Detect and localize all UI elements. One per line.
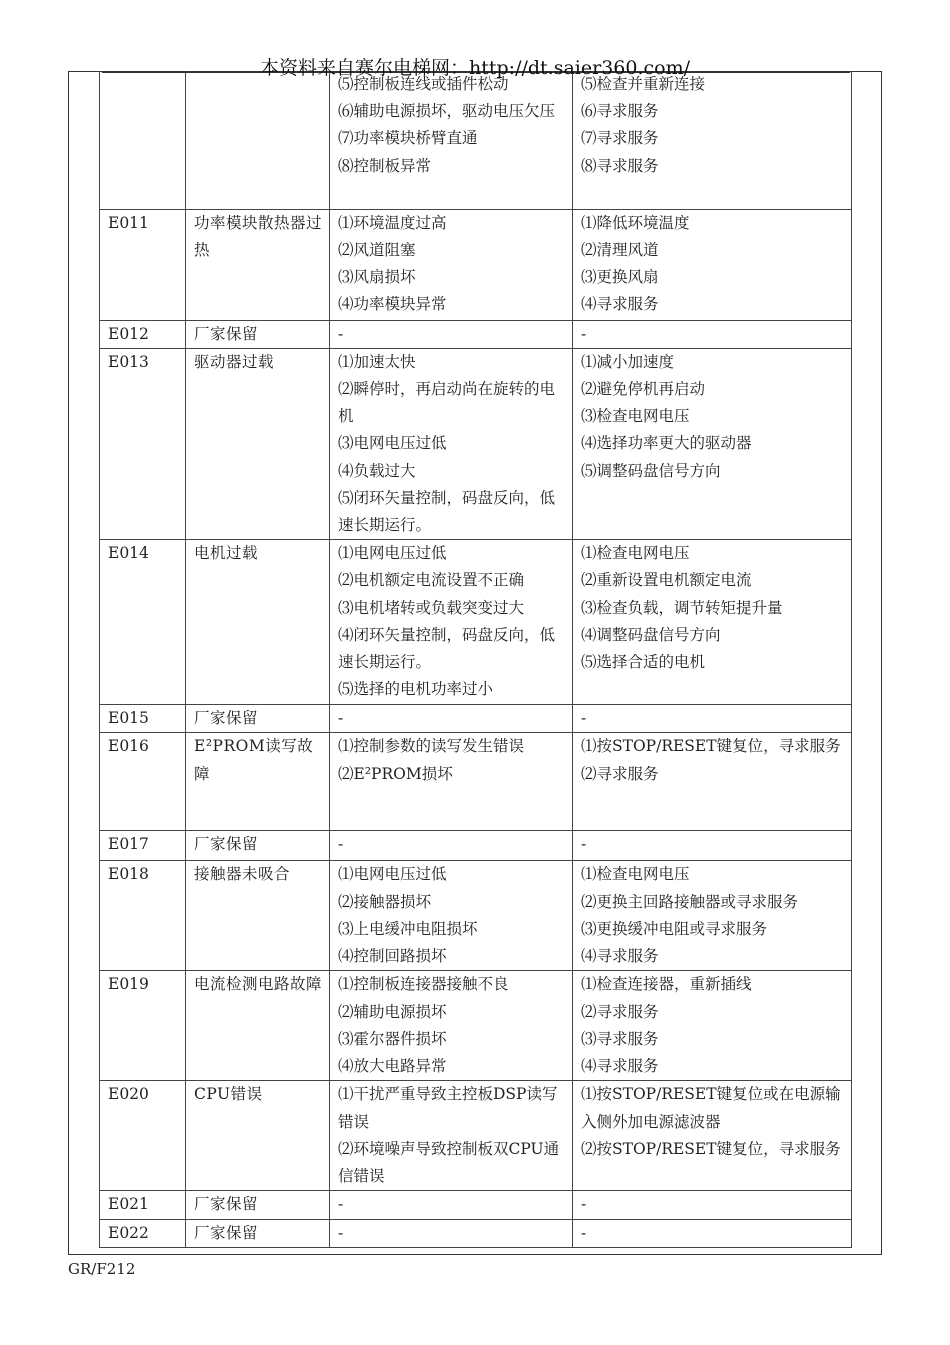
cause-line: ⑷功率模块异常 bbox=[338, 295, 447, 314]
fault-cause-cell bbox=[330, 733, 573, 831]
fault-solution-cell bbox=[573, 320, 852, 348]
fault-cause-cell bbox=[330, 71, 573, 209]
solution-line: ⑺寻求服务 bbox=[581, 129, 659, 148]
cause-line: ⑶风扇损坏 bbox=[338, 267, 416, 286]
cause-line: ⑷负载过大 bbox=[338, 461, 416, 480]
cause-line: ⑴干扰严重导致主控板DSP读写错误 bbox=[338, 1085, 558, 1131]
solution-line: ⑸调整码盘信号方向 bbox=[581, 461, 721, 480]
fault-cause-cell bbox=[330, 831, 573, 861]
solution-line: ⑵清理风道 bbox=[581, 240, 659, 259]
solution-line: ⑷寻求服务 bbox=[581, 946, 659, 965]
solution-line: ⑷调整码盘信号方向 bbox=[581, 625, 721, 644]
table-row bbox=[100, 320, 852, 348]
fault-name-cell: CPU错误 bbox=[186, 1081, 330, 1191]
solution-line: ⑶检查电网电压 bbox=[581, 407, 690, 426]
table-row bbox=[100, 71, 852, 209]
fault-solution-cell bbox=[573, 1081, 852, 1191]
cause-line: ⑹辅助电源损坏，驱动电压欠压 bbox=[338, 102, 556, 121]
cause-line: ⑵环境噪声导致控制板双CPU通信错误 bbox=[338, 1139, 560, 1185]
solution-line: - bbox=[581, 709, 587, 728]
fault-name-cell bbox=[186, 71, 330, 209]
fault-code-cell: E013 bbox=[100, 348, 186, 539]
cause-line: ⑵接触器损坏 bbox=[338, 892, 432, 911]
solution-line: ⑴减小加速度 bbox=[581, 352, 675, 371]
fault-solution-cell bbox=[573, 1219, 852, 1247]
fault-code-cell: E015 bbox=[100, 705, 186, 733]
fault-code-cell: E017 bbox=[100, 831, 186, 861]
table-row bbox=[100, 705, 852, 733]
fault-solution-cell bbox=[573, 831, 852, 861]
solution-line: ⑷寻求服务 bbox=[581, 1056, 659, 1075]
solution-line: ⑶更换缓冲电阻或寻求服务 bbox=[581, 919, 768, 938]
fault-name-cell: 厂家保留 bbox=[186, 831, 330, 861]
cause-line: ⑸控制板连线或插件松动 bbox=[338, 75, 509, 93]
solution-line: ⑶检查负载，调节转矩提升量 bbox=[581, 598, 783, 617]
cause-line: ⑴电网电压过低 bbox=[338, 865, 447, 884]
table-row bbox=[100, 209, 852, 320]
fault-cause-cell bbox=[330, 1081, 573, 1191]
solution-line: ⑴检查电网电压 bbox=[581, 544, 690, 563]
solution-line: ⑵按STOP/RESET键复位，寻求服务 bbox=[581, 1139, 841, 1158]
cause-line: ⑵辅助电源损坏 bbox=[338, 1002, 447, 1021]
fault-solution-cell bbox=[573, 971, 852, 1081]
fault-name-cell: 厂家保留 bbox=[186, 1191, 330, 1219]
cause-line: ⑵风道阻塞 bbox=[338, 240, 416, 259]
cause-line: - bbox=[338, 1195, 344, 1214]
solution-line: ⑴按STOP/RESET键复位或在电源输入侧外加电源滤波器 bbox=[581, 1085, 841, 1131]
fault-solution-cell bbox=[573, 540, 852, 705]
table-row bbox=[100, 831, 852, 861]
fault-cause-cell bbox=[330, 861, 573, 971]
fault-solution-cell bbox=[573, 705, 852, 733]
fault-solution-cell bbox=[573, 348, 852, 539]
cause-line: ⑵E²PROM损坏 bbox=[338, 764, 453, 783]
cause-line: ⑷闭环矢量控制，码盘反向，低速长期运行。 bbox=[338, 625, 556, 671]
cause-line: ⑴加速太快 bbox=[338, 352, 416, 371]
solution-line: ⑴检查电网电压 bbox=[581, 865, 690, 884]
solution-line: ⑴降低环境温度 bbox=[581, 213, 690, 232]
fault-code-table bbox=[99, 71, 852, 1248]
solution-line: ⑸选择合适的电机 bbox=[581, 652, 706, 671]
solution-line: - bbox=[581, 1195, 587, 1214]
fault-name-cell: 电机过载 bbox=[186, 540, 330, 705]
solution-line: ⑵寻求服务 bbox=[581, 764, 659, 783]
cause-line: ⑷控制回路损坏 bbox=[338, 946, 447, 965]
cause-line: ⑶电机堵转或负载突变过大 bbox=[338, 598, 525, 617]
solution-line: ⑶更换风扇 bbox=[581, 267, 659, 286]
fault-name-cell: 厂家保留 bbox=[186, 320, 330, 348]
solution-line: ⑵重新设置电机额定电流 bbox=[581, 571, 752, 590]
cause-line: - bbox=[338, 324, 344, 343]
cause-line: ⑻控制板异常 bbox=[338, 156, 432, 175]
fault-code-cell: E019 bbox=[100, 971, 186, 1081]
source-watermark: 本资料来自赛尔电梯网：http://dt.saier360.com/ bbox=[260, 57, 690, 79]
fault-code-cell: E021 bbox=[100, 1191, 186, 1219]
cause-line: - bbox=[338, 709, 344, 728]
cause-line: ⑴电网电压过低 bbox=[338, 544, 447, 563]
table-row bbox=[100, 1219, 852, 1247]
solution-line: ⑴检查连接器，重新插线 bbox=[581, 975, 752, 994]
solution-line: - bbox=[581, 324, 587, 343]
fault-code-cell: E020 bbox=[100, 1081, 186, 1191]
fault-solution-cell bbox=[573, 861, 852, 971]
fault-cause-cell bbox=[330, 320, 573, 348]
cause-line: ⑵电机额定电流设置不正确 bbox=[338, 571, 525, 590]
solution-line: ⑶寻求服务 bbox=[581, 1029, 659, 1048]
cause-line: ⑷放大电路异常 bbox=[338, 1056, 447, 1075]
fault-cause-cell bbox=[330, 1191, 573, 1219]
cause-line: - bbox=[338, 835, 344, 854]
fault-name-cell: 接触器未吸合 bbox=[186, 861, 330, 971]
fault-name-cell: 厂家保留 bbox=[186, 1219, 330, 1247]
fault-cause-cell bbox=[330, 348, 573, 539]
fault-code-cell: E018 bbox=[100, 861, 186, 971]
solution-line: ⑸检查并重新连接 bbox=[581, 75, 706, 93]
cause-line: ⑵瞬停时，再启动尚在旋转的电机 bbox=[338, 379, 556, 426]
fault-name-cell: E²PROM读写故障 bbox=[186, 733, 330, 831]
cause-line: ⑶上电缓冲电阻损坏 bbox=[338, 919, 478, 938]
solution-line: ⑵寻求服务 bbox=[581, 1002, 659, 1021]
fault-code-cell: E011 bbox=[100, 209, 186, 320]
cause-line: ⑺功率模块桥臂直通 bbox=[338, 129, 478, 148]
cause-line: ⑶霍尔器件损坏 bbox=[338, 1029, 447, 1048]
fault-solution-cell bbox=[573, 71, 852, 209]
table-row bbox=[100, 540, 852, 705]
table-row bbox=[100, 1191, 852, 1219]
fault-cause-cell bbox=[330, 209, 573, 320]
fault-name-cell: 驱动器过载 bbox=[186, 348, 330, 539]
fault-solution-cell bbox=[573, 1191, 852, 1219]
table-row bbox=[100, 1081, 852, 1191]
cause-line: ⑴环境温度过高 bbox=[338, 213, 447, 232]
form-code: GR/F212 bbox=[68, 1260, 136, 1278]
solution-line: ⑷选择功率更大的驱动器 bbox=[581, 434, 752, 453]
solution-line: - bbox=[581, 835, 587, 854]
fault-solution-cell bbox=[573, 733, 852, 831]
solution-line: ⑷寻求服务 bbox=[581, 295, 659, 314]
cause-line: ⑸选择的电机功率过小 bbox=[338, 680, 494, 699]
fault-solution-cell bbox=[573, 209, 852, 320]
cause-line: ⑸闭环矢量控制，码盘反向，低速长期运行。 bbox=[338, 488, 556, 534]
fault-code-cell: E022 bbox=[100, 1219, 186, 1247]
fault-cause-cell bbox=[330, 1219, 573, 1247]
fault-code-cell: E012 bbox=[100, 320, 186, 348]
solution-line: ⑴按STOP/RESET键复位，寻求服务 bbox=[581, 737, 841, 756]
cause-line: ⑶电网电压过低 bbox=[338, 434, 447, 453]
fault-code-cell bbox=[100, 71, 186, 209]
table-row bbox=[100, 861, 852, 971]
fault-cause-cell bbox=[330, 540, 573, 705]
fault-code-cell: E016 bbox=[100, 733, 186, 831]
solution-line: ⑵避免停机再启动 bbox=[581, 379, 706, 398]
table-row bbox=[100, 733, 852, 831]
cause-line: ⑴控制板连接器接触不良 bbox=[338, 975, 509, 994]
solution-line: ⑵更换主回路接触器或寻求服务 bbox=[581, 892, 799, 911]
fault-name-cell: 厂家保留 bbox=[186, 705, 330, 733]
solution-line: ⑻寻求服务 bbox=[581, 156, 659, 175]
fault-cause-cell bbox=[330, 705, 573, 733]
solution-line: ⑹寻求服务 bbox=[581, 102, 659, 121]
solution-line: - bbox=[581, 1223, 587, 1242]
fault-cause-cell bbox=[330, 971, 573, 1081]
cause-line: ⑴控制参数的读写发生错误 bbox=[338, 737, 525, 756]
fault-name-cell: 电流检测电路故障 bbox=[186, 971, 330, 1081]
table-row bbox=[100, 971, 852, 1081]
cause-line: - bbox=[338, 1223, 344, 1242]
fault-code-cell: E014 bbox=[100, 540, 186, 705]
table-row bbox=[100, 348, 852, 539]
fault-name-cell: 功率模块散热器过热 bbox=[186, 209, 330, 320]
